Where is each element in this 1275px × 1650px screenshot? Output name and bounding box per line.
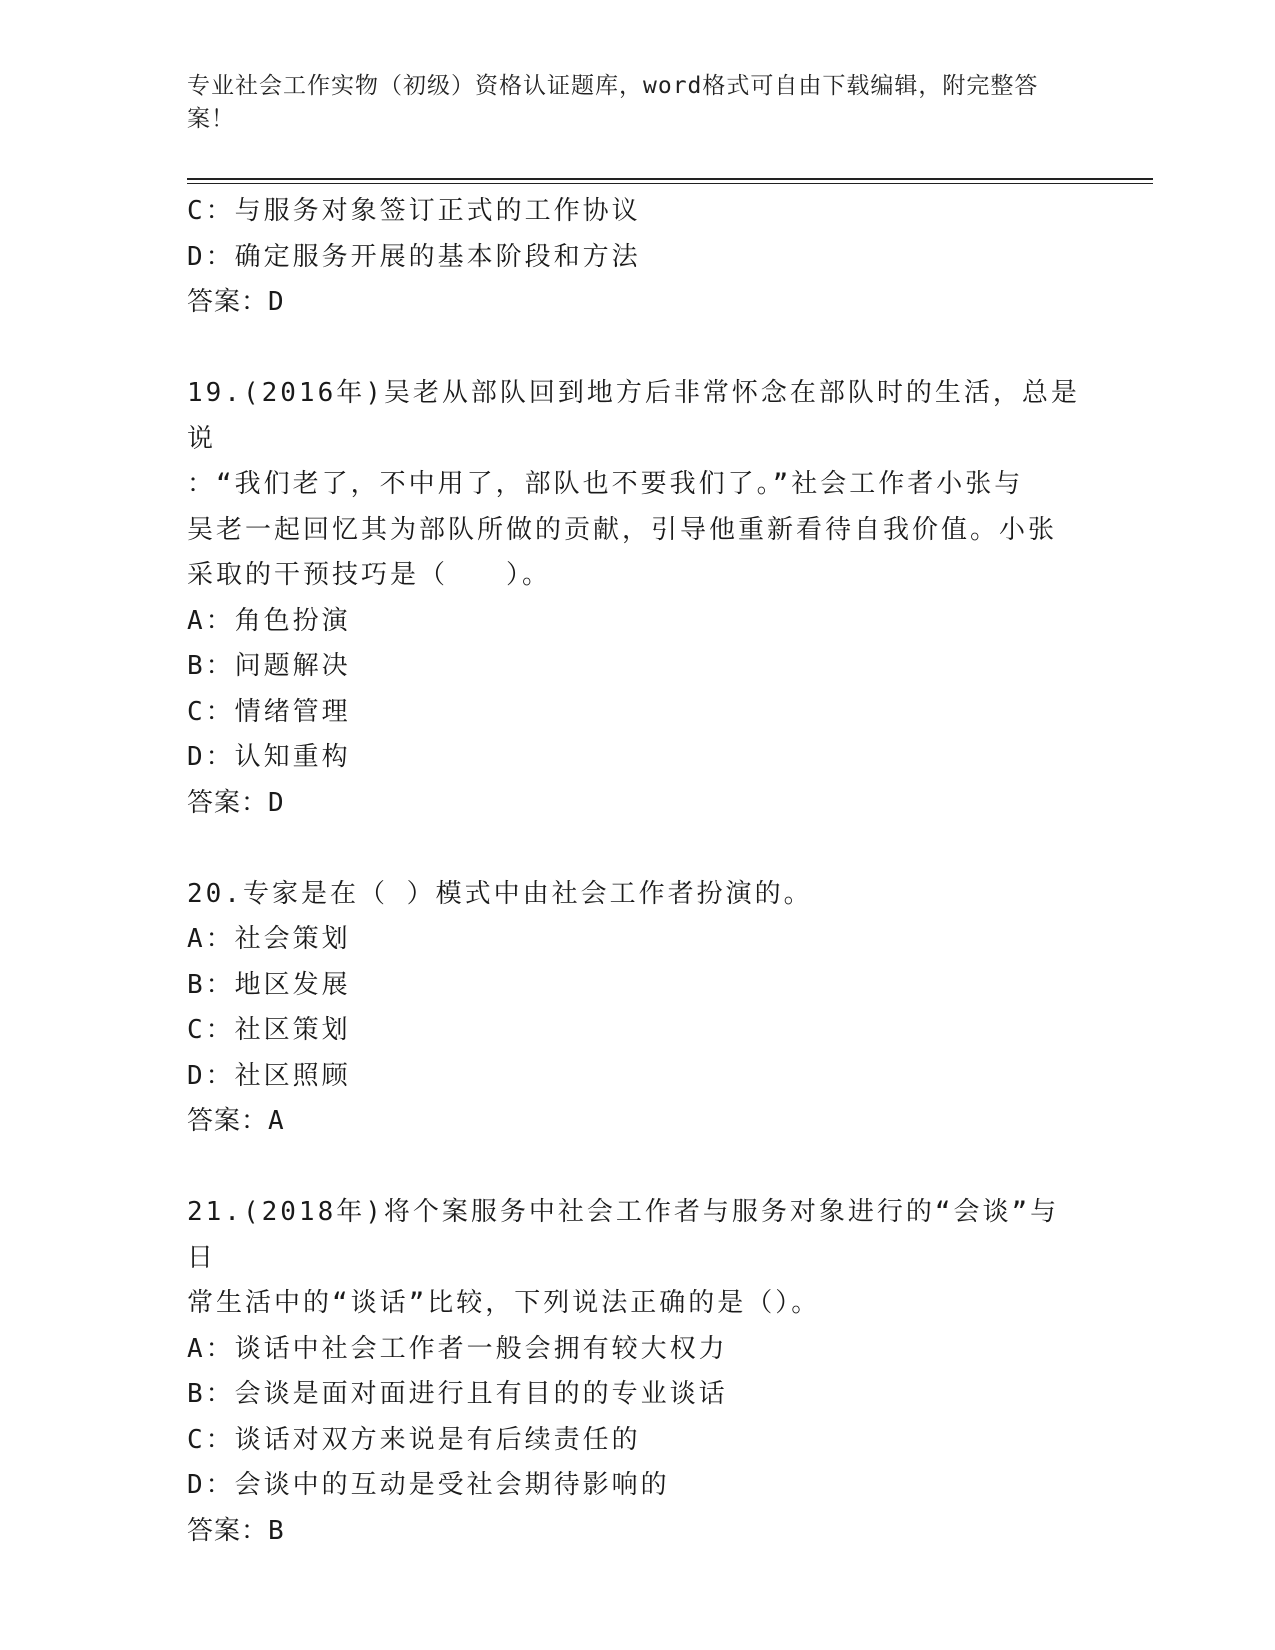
question-text: 常生活中的“谈话”比较，下列说法正确的是（）。: [187, 1288, 821, 1318]
prev-question: [187, 189, 1087, 326]
answer: 答案：B: [187, 1515, 285, 1546]
question-text: 19.(2016年)吴老从部队回到地方后非常怀念在部队时的生活，总是说: [187, 378, 1080, 454]
question-19: [187, 371, 1087, 826]
option-c: C：情绪管理: [187, 696, 351, 727]
header-rule-thin: [187, 183, 1153, 184]
answer: 答案：D: [187, 287, 285, 317]
question-text: ：“我们老了，不中用了，部队也不要我们了。”社会工作者小张与: [187, 469, 1024, 499]
option-a: A：社会策划: [187, 924, 351, 954]
question-text: 20.专家是在（ ）模式中由社会工作者扮演的。: [187, 878, 813, 909]
spacer: [187, 1145, 1087, 1191]
header-rule-thick: [187, 178, 1153, 180]
option-d: D：确定服务开展的基本阶段和方法: [187, 241, 641, 272]
document-body: [187, 189, 1087, 1554]
option-d: D：社区照顾: [187, 1060, 351, 1091]
option-b: B：问题解决: [187, 651, 351, 681]
page-header: 专业社会工作实物（初级）资格认证题库，word格式可自由下载编辑，附完整答案！: [187, 73, 1039, 132]
option-c: C：谈话对双方来说是有后续责任的: [187, 1424, 641, 1455]
option-d: D：认知重构: [187, 742, 351, 772]
answer: 答案：D: [187, 787, 285, 818]
question-text: 21.(2018年)将个案服务中社会工作者与服务对象进行的“会谈”与日: [187, 1197, 1060, 1273]
spacer: [187, 326, 1087, 372]
spacer: [187, 826, 1087, 872]
option-c: C：与服务对象签订正式的工作协议: [187, 196, 641, 226]
question-text: 采取的干预技巧是（ ）。: [187, 560, 552, 590]
option-a: A：谈话中社会工作者一般会拥有较大权力: [187, 1333, 728, 1364]
question-20: [187, 872, 1087, 1145]
option-a: A：角色扮演: [187, 605, 351, 636]
answer: 答案：A: [187, 1106, 285, 1136]
option-b: B：会谈是面对面进行且有目的的专业谈话: [187, 1379, 728, 1409]
option-b: B：地区发展: [187, 969, 351, 1000]
option-c: C：社区策划: [187, 1015, 351, 1045]
question-21: [187, 1190, 1087, 1554]
option-d: D：会谈中的互动是受社会期待影响的: [187, 1470, 670, 1500]
question-text: 吴老一起回忆其为部队所做的贡献，引导他重新看待自我价值。小张: [187, 514, 1058, 545]
